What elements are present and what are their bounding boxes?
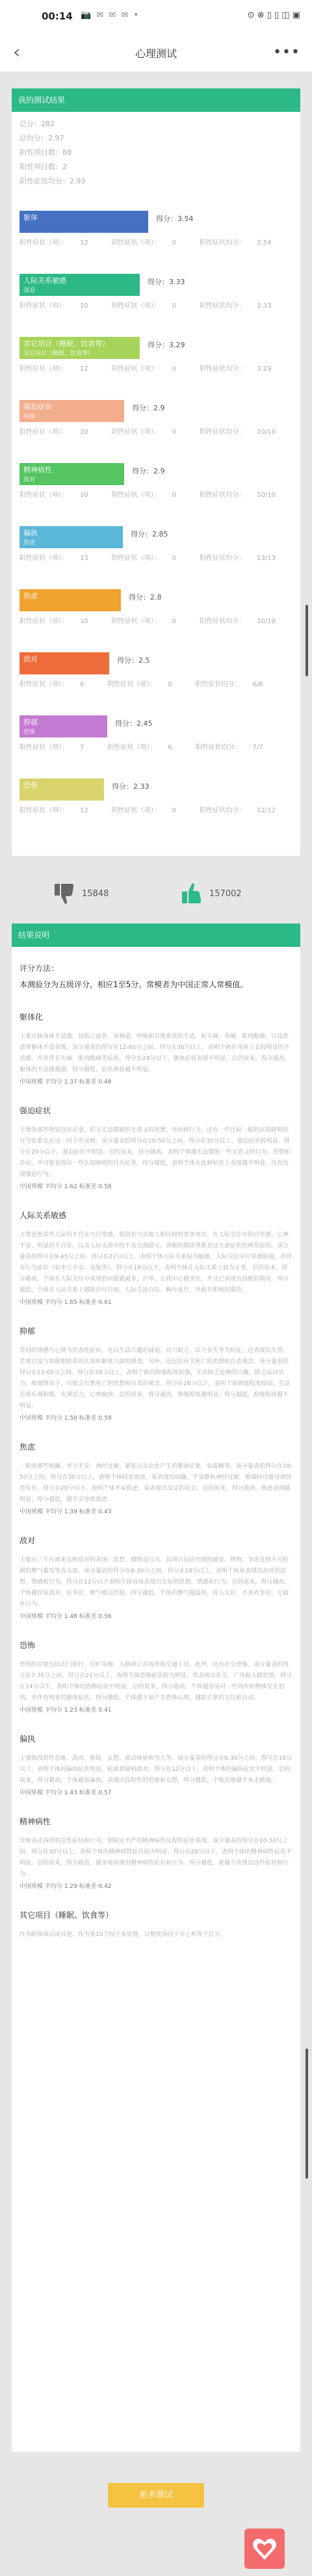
page-title: 心理测试 (135, 47, 177, 60)
negative-label: 阴性症状（项）： (111, 429, 161, 436)
factor-title: 强迫症状 (20, 1106, 51, 1115)
negative-value: 6 (168, 744, 172, 751)
positive-label: 阳性症状（项）： (20, 618, 68, 625)
factor-bar-details (20, 741, 287, 751)
factor-score (112, 781, 150, 791)
favorite-button[interactable] (244, 2529, 285, 2569)
factor-title: 其它项目（睡眠、饮食等） (20, 1911, 114, 1920)
score-value: 2.85 (152, 530, 168, 538)
positive-label: 阳性症状（项）： (20, 302, 68, 310)
factor-bar-details (20, 426, 299, 436)
results-stats (12, 112, 300, 189)
positive-label: 阳性症状（项）： (20, 681, 68, 688)
factor-bar-details (20, 552, 299, 562)
scrollbar-thumb-lower[interactable] (306, 2049, 308, 2179)
positive-value: 7 (80, 744, 84, 751)
positive-label: 阳性症状（项）： (20, 744, 68, 751)
factor-text: 作为附加项目或其他，作为第10个因子来处理，以便使各因子分之和等于总分。 (20, 1932, 226, 1938)
factor-text: 主要从三个方面来反映敌对的表现：思想、感情及行为。其项目包括厌烦的感觉、摔物、争论直到不可控制的脾气暴发等各方面。该分量表的得分在6-30分之间。得分在18分以上，表明个体易表现出敌对的思想、情感和行为。得分在12分以下表明个体容易表现出友好的思想、情感和行为。总的说来，得分越高，个体越容易敌对，好争论，脾气难以控制。得分越低，个体的脾气越温和，待人友好，不喜欢争论、无破坏行为。 (20, 1557, 291, 1608)
stat-positive-count: 阳性项目数：2 (20, 163, 67, 171)
negative-label: 阴性症状（项）： (111, 618, 161, 625)
positive-label: 阳性症状（项）： (20, 429, 68, 436)
negative-label: 阴性症状（项）： (111, 492, 161, 499)
factor-text: 主要是指某些人际的不自在与自卑感，特别是与其他人相比较时更加突出。在人际交往中的自卑感、心神不安、明显的不自在，以及人际交流中的不良自我暗示、消极的期待等都是这方面症状的典型原因。该分量表的得分在9-45分之间。得分在27分以上，表明个体人际关系较为敏感，人际交往中自卑感较强，并伴有行为症状（如坐立不安、退缩等）。得分在18分以下，表明个体在人际关系上较为正常。总的说来，得分越高，个体在人际交往中表现的问题就越多，自卑、自我中心越突出，并且已表现出消极的期待。得分越低，个体在人际关系上越能应付自如，人际交流自信、胸有成竹，并抱有积极的期待。 (20, 1232, 292, 1294)
factor-bar-item (20, 589, 292, 635)
factor-norm: 中国常模 平均分 1.39 标准差 0.43 (20, 1509, 112, 1515)
positive-value: 13 (80, 555, 88, 562)
factor-norm: 中国常模 平均分 1.50 标准差 0.59 (20, 1415, 112, 1422)
factor-bar-item (20, 400, 292, 445)
factor-norm: 中国常模 平均分 1.43 标准差 0.57 (20, 1790, 112, 1796)
factor-bar-details (20, 678, 287, 688)
thumbs-up-icon (179, 881, 204, 906)
factor-bar-label: 其它项目（睡眠、饮食等） (23, 339, 109, 348)
mean-value: 10/10 (257, 492, 276, 499)
positive-label: 阳性症状（项）： (20, 365, 68, 373)
score-prefix: 得分： (115, 719, 136, 728)
factor-bar-label: 人际关系敏感 (23, 276, 66, 285)
factor-score (117, 655, 150, 665)
positive-label: 阳性症状（项）： (20, 239, 68, 246)
stat-positive-mean: 阳性症状均分：2.93 (20, 177, 86, 185)
factor-bar-label: 敌对 (23, 655, 38, 663)
factor-bar-label: 恐怖 (23, 781, 38, 790)
factor-norm: 中国常模 平均分 1.65 标准差 0.61 (20, 1299, 112, 1306)
positive-value: 12 (80, 239, 88, 246)
negative-value: 0 (172, 807, 177, 814)
factor-bar (20, 211, 148, 233)
factor-bar-label: 精神病性 (23, 466, 52, 474)
factor-title: 抑郁 (20, 1327, 36, 1336)
negative-value: 0 (172, 365, 177, 373)
factor-bar-item (20, 778, 292, 824)
factor-title: 恐怖 (20, 1641, 36, 1650)
mean-value: 3.29 (257, 365, 272, 373)
negative-value: 0 (172, 429, 177, 436)
factor-text: 苦闷的情感与心境为代表性症状，还以生活兴趣的减退、动力缺乏、活力丧失等为特征。还表现出失望、悲观以及与抑郁相联系的认知和躯体方面的感受，另外，还包括有关死亡的思想和自杀观念。该分量表的得分在13-65分之间。得分在39分以上，表明个体的抑郁程度较强，生活缺乏足够的兴趣，缺乏运动活力，极端情况下，可能会有想死亡的思想和自杀的观念。得分在26分以下，表明个体抑郁程度较弱，生活态度乐观积极，充满活力，心境愉快。总的说来，得分越高，抑郁程度越明显；得分越低，抑郁程度越不明显。 (20, 1348, 291, 1409)
mean-label: 阳性症状均分： (200, 302, 246, 310)
factor-bar-item (20, 274, 292, 319)
score-prefix: 得分： (148, 278, 169, 286)
factor-norm: 中国常模 平均分 1.62 标准差 0.58 (20, 1184, 112, 1190)
negative-value: 0 (172, 555, 177, 562)
score-value: 3.54 (177, 215, 194, 223)
factor-title: 偏执 (20, 1734, 36, 1744)
score-prefix: 得分： (156, 215, 177, 223)
mean-value: 6/6 (252, 681, 263, 688)
factor-score (148, 276, 185, 287)
scrollbar-thumb[interactable] (306, 605, 308, 676)
results-section-title: 我的测试结果 (12, 88, 300, 112)
negative-label: 阴性症状（项）： (111, 239, 161, 246)
factor-explanation (20, 1325, 292, 1422)
negative-label: 阴性症状（项）： (111, 807, 161, 814)
factor-bar-label: 抑郁 (23, 718, 38, 726)
factor-bar-item (20, 652, 292, 698)
factor-bar (20, 526, 123, 548)
more-options-icon[interactable]: ••• (273, 44, 300, 60)
mean-label: 阳性症状均分： (200, 807, 246, 814)
score-prefix: 得分： (131, 530, 152, 538)
mean-label: 阳性症状均分： (195, 681, 241, 688)
mean-value: 3.33 (257, 302, 272, 310)
factor-bar (20, 400, 124, 422)
factor-norm: 中国常模 平均分 1.23 标准差 0.41 (20, 1707, 112, 1714)
score-prefix: 得分： (148, 341, 169, 349)
status-bar (0, 0, 312, 34)
like-bar (0, 875, 312, 914)
score-prefix: 得分： (132, 404, 153, 412)
stat-total: 总分：282 (20, 120, 55, 128)
factor-text: 恐惧的对象包括出门旅行、空旷场地、人群或公共场所和交通工具。此外，还有社交恐怖。该分量表的得分在7-35分之间。得分在21分以上，表明个体恐怖症状较为明显，常表现出社交、广场和人群恐惧，得分在14分以下，表明个体的恐怖症状不明显。总的说来，得分越高，个体越容易对一些场所和物体发生恐惧，并伴有明显的躯体症状。得分越低，个体越不易产生恐怖心理，越能正常的交往和活动。 (20, 1662, 292, 1701)
stat-negative-count: 阴性项目数：88 (20, 148, 72, 157)
factor-bar (20, 652, 109, 674)
factor-title: 敌对 (20, 1536, 36, 1545)
factor-bar-details (20, 804, 299, 814)
factor-bar (20, 274, 140, 296)
score-value: 3.29 (169, 341, 185, 349)
factor-text: 一般指那些烦躁、坐立不安、神经过敏、紧张以及由此产生的躯体征象，如震颤等。该分量表的得分在10-50分之间。得分在30分以上，表明个体较易焦虑，易表现出烦躁、不安静和神经过敏，极端时可能导致惊恐发作。得分在20分以下，表明个体不易焦虑，易表现出安定的状态。总的说来，得分越高，焦虑表现越明显；得分越低，越不会导致焦虑。 (20, 1463, 292, 1503)
score-value: 2.33 (133, 782, 150, 791)
status-time: 00:14 (42, 10, 73, 22)
factor-bar-sublabel: 抑郁 (23, 414, 36, 420)
factor-norm: 中国常模 平均分 1.48 标准差 0.56 (20, 1613, 112, 1620)
mean-label: 阳性症状均分： (200, 492, 246, 499)
factor-bar-label: 强迫症状 (23, 403, 52, 411)
negative-label: 阴性症状（项）： (107, 681, 157, 688)
heart-icon (252, 2536, 278, 2561)
factor-bar-item (20, 463, 292, 509)
mean-label: 阳性症状均分： (200, 555, 246, 562)
method-notice: 本测验分为五级评分，相应1至5分。常模者为中国正常人常模值。 (20, 980, 248, 989)
negative-value: 0 (172, 302, 177, 310)
mean-value: 10/10 (257, 429, 276, 436)
factor-explanation (20, 1441, 292, 1515)
factor-bar-sublabel: 强迫 (23, 287, 36, 294)
positive-value: 10 (80, 492, 88, 499)
factor-bar-label: 偏执 (23, 529, 38, 537)
mean-label: 阳性症状均分： (200, 429, 246, 436)
factor-norm: 中国常模 平均分 1.29 标准差 0.42 (20, 1883, 112, 1890)
results-card (12, 88, 300, 856)
factor-bar (20, 778, 104, 801)
factor-score (148, 339, 185, 350)
factor-bar-item (20, 337, 292, 382)
factor-text: 反映各式各样的急性症状和行为，即限定不严的精神病性过程的症状表现。该分量表的得分在10-50分之间。得分在30分以上，表明个体的精神病性症状较为明显，得分在20分以下，表明个体的精神病性症状不明显。总的说来，得分越高，越多地表现出精神病性症状和行为。得分越低，就越少表现出这些症状和行为。 (20, 1838, 292, 1878)
negative-label: 阴性症状（项）： (111, 365, 161, 373)
factor-bar-item (20, 526, 292, 572)
factor-score (132, 466, 165, 476)
score-prefix: 得分： (129, 593, 150, 602)
factor-bar (20, 589, 121, 611)
factor-explanation (20, 1105, 292, 1190)
factor-title: 精神病性 (20, 1817, 51, 1826)
negative-label: 阴性症状（项）： (111, 302, 161, 310)
factor-bar-label: 躯体 (23, 213, 38, 222)
factor-bar-sublabel: 其它项目（睡眠、饮食等） (23, 351, 94, 357)
factor-score (156, 213, 194, 224)
score-value: 2.45 (136, 719, 153, 728)
factor-explanation (20, 1640, 292, 1714)
factor-bar-sublabel: 焦虑 (23, 540, 36, 546)
negative-label: 阴性症状（项）： (111, 555, 161, 562)
factor-bar-details (20, 363, 294, 373)
factor-explanation (20, 1816, 292, 1890)
score-value: 3.33 (169, 278, 185, 286)
thumbs-down-icon (52, 881, 77, 906)
like-count: 157002 (209, 889, 242, 899)
positive-value: 12 (80, 807, 88, 814)
factor-text: 主要指那些明知没有必要，但又无法摆脱的无意义的思想、冲动和行为，还有一些比较一般的认知障碍的行为征象也在这一因子中反映。该分量表的得分在10-50分之间。得分在30分以上，强迫症状较明显。得分在20分以下，强迫症状不明显。总的说来，得分越高，表明个体越无法摆脱一些无意义的行为、思想和冲动，并可能表现出一些认知障碍的行为征兆。得分越低，表明个体在此种症状上表现越不明显，没有出现强迫行为。 (20, 1127, 291, 1178)
factor-explanations (20, 1011, 292, 1941)
status-app-icons: 📷 ✉ ✉ ✉ • (81, 10, 140, 20)
factor-norm: 中国常模 平均分 1.37 标准差 0.48 (20, 1079, 112, 1085)
dislike-button[interactable] (52, 881, 77, 909)
positive-label: 阳性症状（项）： (20, 492, 68, 499)
stat-mean: 总均分：2.97 (20, 134, 64, 142)
positive-value: 10 (80, 302, 88, 310)
analysis-section-title: 结果说明 (12, 923, 300, 947)
factor-explanation (20, 1733, 292, 1796)
factor-bar (20, 715, 107, 737)
score-prefix: 得分： (132, 467, 153, 475)
positive-label: 阳性症状（项）： (20, 555, 68, 562)
factor-title: 焦虑 (20, 1442, 36, 1452)
factor-bar-details (20, 237, 294, 246)
score-value: 2.8 (150, 593, 162, 602)
negative-value: 0 (172, 239, 177, 246)
more-tests-button[interactable]: 更多测试 (108, 2483, 204, 2508)
factor-bar-sublabel: 敌对 (23, 477, 36, 483)
factor-text: 主要指投射性思维、敌对、猜疑、妄想、被动体验和夸大等。该分量表的得分在6-30分之间。得分在18分以上，表明个体的偏执症状明显，较易猜疑和敌对，得分在12分以下，表明个体的偏执症状不明显。总的说来，得分越高，个体越易偏执，表现出投射性的思维和妄想，得分越低，个体思维越不易走极端。 (20, 1755, 292, 1784)
positive-value: 6 (80, 681, 84, 688)
mean-value: 13/13 (257, 555, 276, 562)
factor-bar-item (20, 715, 292, 761)
mean-label: 阳性症状均分： (195, 744, 241, 751)
score-prefix: 得分： (112, 782, 133, 791)
factor-text: 主要反映身体不适感，包括心血管、胃肠道、呼吸和其他系统的不适，和头痛、背痛、肌肉酸痛，以及焦虑等躯体不适表现。该分量表的得分在12-60分之间。得分在36分以上，表明个体在身体上有较明显的不适感，并常伴有头痛、肌肉酸痛等症状。得分在24分以下，躯体症状表现不明显。总的说来，得分越高，躯体的不适感越强；得分越低，症状体验越不明显。 (20, 1033, 291, 1073)
mean-label: 阳性症状均分： (200, 618, 246, 625)
status-system-icons: ⊙ ⊗ ▯ ▯ ◫ ▣ (247, 10, 300, 20)
mean-value: 7/7 (252, 744, 263, 751)
negative-value: 0 (172, 618, 177, 625)
score-value: 2.9 (153, 467, 165, 475)
positive-value: 10 (80, 429, 88, 436)
factor-explanation (20, 1909, 292, 1941)
factor-explanation (20, 1535, 292, 1620)
factor-bar (20, 463, 124, 485)
factor-bar-label: 焦虑 (23, 592, 38, 600)
factor-title: 躯体化 (20, 1013, 44, 1022)
analysis-card (12, 923, 300, 2452)
positive-label: 阳性症状（项）： (20, 807, 68, 814)
back-arrow-icon[interactable]: ‹ (13, 41, 21, 62)
score-value: 2.5 (138, 656, 150, 665)
mean-value: 3.54 (257, 239, 272, 246)
mean-label: 阳性症状均分： (200, 239, 246, 246)
factor-bar-details (20, 615, 299, 625)
negative-value: 0 (168, 681, 172, 688)
negative-label: 阴性症状（项）： (107, 744, 157, 751)
factor-bar-item (20, 211, 292, 256)
score-prefix: 得分： (117, 656, 138, 665)
mean-label: 阳性症状均分： (200, 365, 246, 373)
positive-value: 12 (80, 365, 88, 373)
method-title: 评分方法： (20, 964, 59, 973)
factor-bar (20, 337, 140, 359)
score-value: 2.9 (153, 404, 165, 412)
factor-bar-details (20, 300, 294, 310)
factor-score (132, 403, 165, 413)
factor-score (131, 529, 168, 539)
positive-value: 10 (80, 618, 88, 625)
factor-bar-sublabel: 恐怖 (23, 729, 36, 736)
factor-bar-details (20, 489, 299, 499)
factor-score (115, 718, 153, 728)
factor-score (129, 592, 162, 602)
factor-explanation (20, 1210, 292, 1306)
factor-title: 人际关系敏感 (20, 1211, 67, 1220)
mean-value: 10/10 (257, 618, 276, 625)
like-button[interactable] (179, 881, 204, 909)
title-bar (0, 34, 312, 72)
dislike-count: 15848 (82, 889, 109, 899)
negative-value: 0 (172, 492, 177, 499)
factor-explanation (20, 1011, 292, 1085)
mean-value: 12/12 (257, 807, 276, 814)
